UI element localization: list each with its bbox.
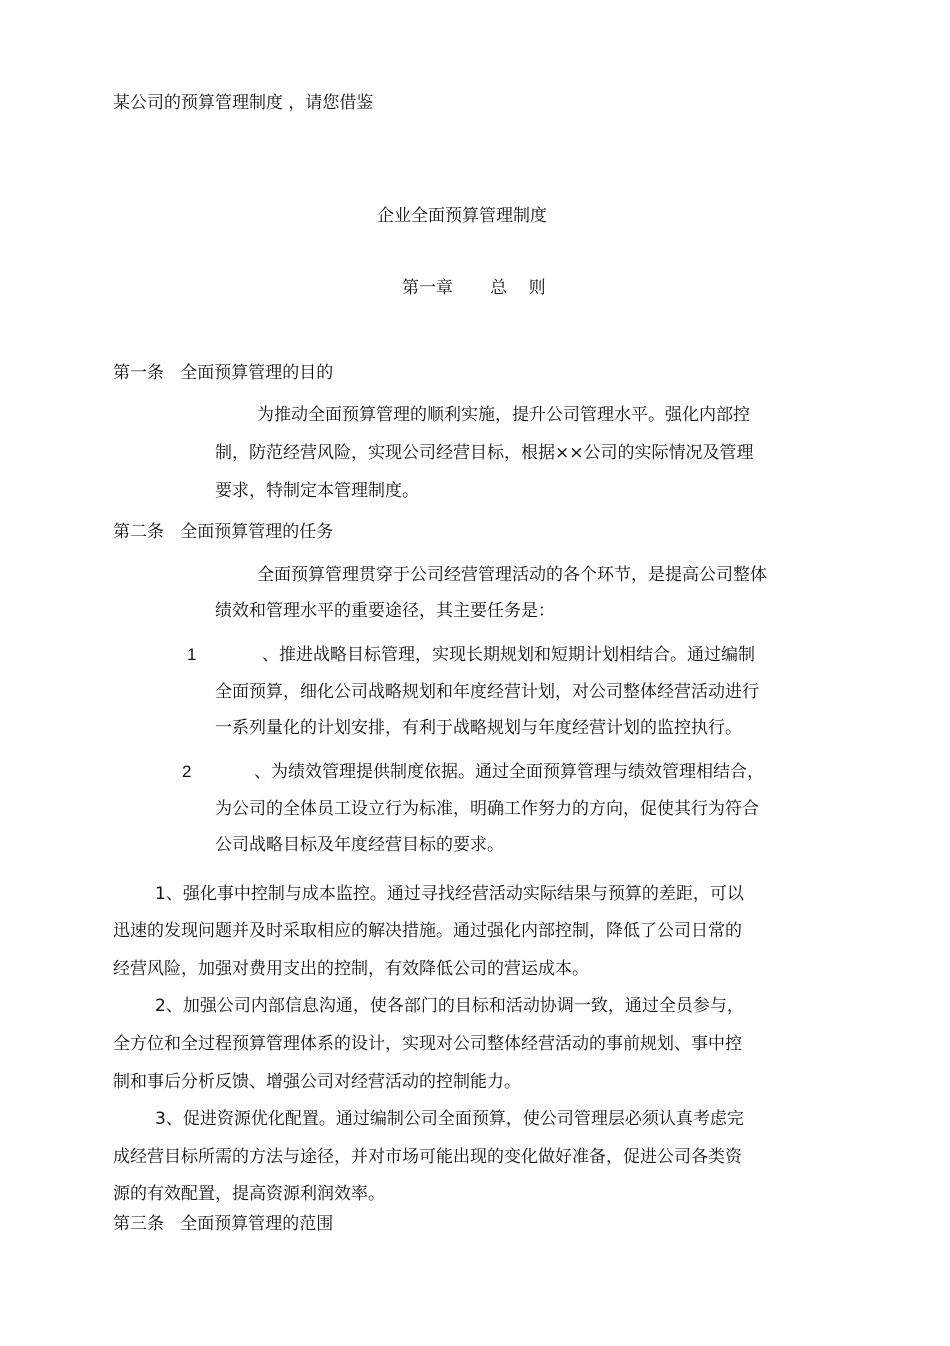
paragraph-3-line: 成经营目标所需的方法与途径，并对市场可能出现的变化做好准备，促进公司各类资 [113,1147,742,1167]
paragraph-3-line: 3、促进资源优化配置。通过编制公司全面预算，使公司管理层必须认真考虑完 [155,1109,744,1129]
article-2-line: 绩效和管理水平的重要途径，其主要任务是： [215,601,555,621]
chapter-label: 第一章 [402,278,453,298]
intro-line: 某公司的预算管理制度 ，请您借鉴 [113,93,374,113]
paragraph-2-line: 全方位和全过程预算管理体系的设计，实现对公司整体经营活动的事前规划、事中控 [113,1034,742,1054]
paragraph-3-line: 源的有效配置，提高资源利润效率。 [113,1184,385,1204]
document-title: 企业全面预算管理制度 [377,206,547,226]
item-2-line: 、为绩效管理提供制度依据。通过全面预算管理与绩效管理相结合， [254,762,764,782]
paragraph-1-line: 1、强化事中控制与成本监控。通过寻找经营活动实际结果与预算的差距，可以 [155,884,744,904]
item-1-line: 、推进战略目标管理，实现长期规划和短期计划相结合。通过编制 [262,645,755,665]
item-2-number: 2 [182,762,192,781]
article-1-line: 制，防范经营风险，实现公司经营目标，根据××公司的实际情况及管理 [215,443,754,463]
article-2-line: 全面预算管理贯穿于公司经营管理活动的各个环节，是提高公司整体 [257,565,767,585]
paragraph-2-line: 2、加强公司内部信息沟通，使各部门的目标和活动协调一致，通过全员参与， [155,996,744,1016]
item-2-line: 公司战略目标及年度经营目标的要求。 [215,835,504,855]
item-1-line: 一系列量化的计划安排，有利于战略规划与年度经营计划的监控执行。 [215,718,742,738]
paragraph-1-line: 经营风险，加强对费用支出的控制，有效降低公司的营运成本。 [113,959,589,979]
article-2-heading: 第二条 全面预算管理的任务 [113,522,334,542]
item-1-number: 1 [187,645,197,664]
paragraph-2-line: 制和事后分析反馈、增强公司对经营活动的控制能力。 [113,1072,521,1092]
article-1-line: 要求，特制定本管理制度。 [215,481,419,501]
item-2-line: 为公司的全体员工设立行为标准，明确工作努力的方向，促使其行为符合 [215,799,759,819]
paragraph-1-line: 迅速的发现问题并及时采取相应的解决措施。通过强化内部控制，降低了公司日常的 [113,921,742,941]
item-1-line: 全面预算，细化公司战略规划和年度经营计划，对公司整体经营活动进行 [215,682,759,702]
article-3-heading: 第三条 全面预算管理的范围 [113,1214,334,1234]
article-1-heading: 第一条 全面预算管理的目的 [113,363,334,383]
article-1-line: 为推动全面预算管理的顺利实施，提升公司管理水平。强化内部控 [257,405,750,425]
chapter-name: 总 则 [490,278,546,298]
